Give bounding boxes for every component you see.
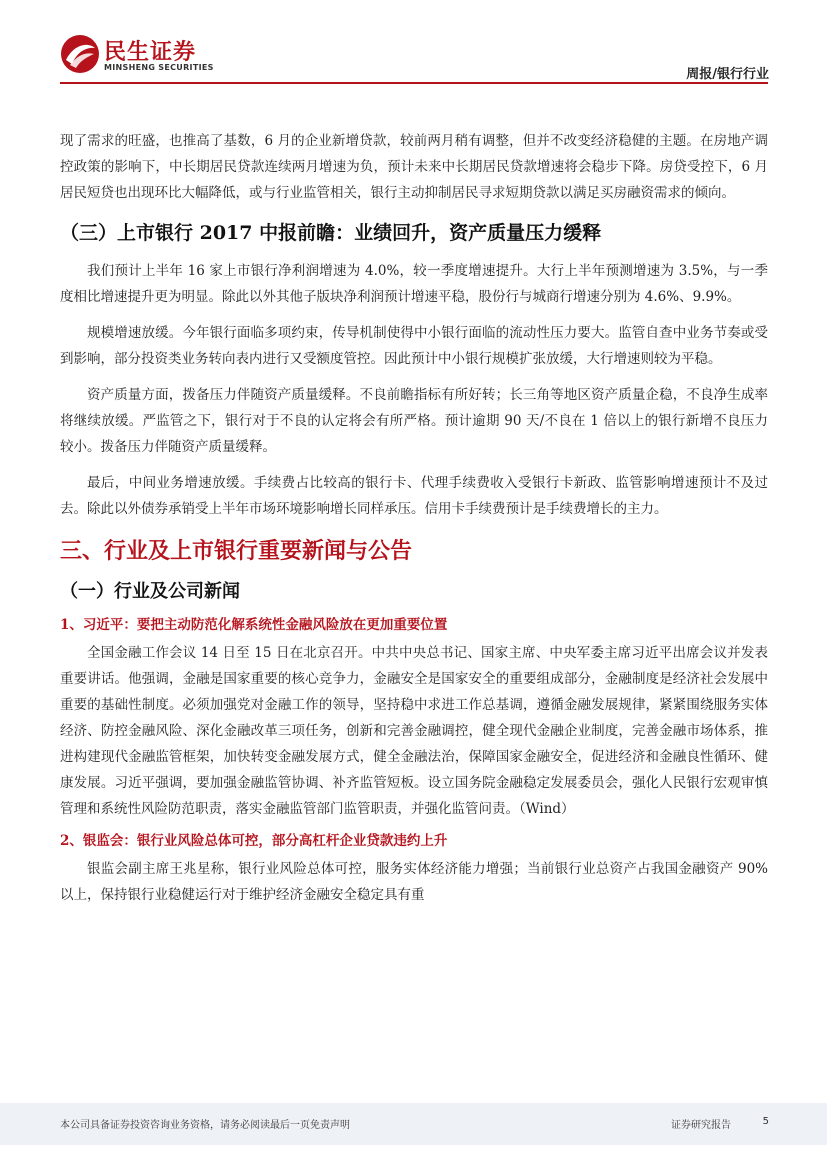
page-content xyxy=(60,128,768,908)
paragraph-asset-quality: 资产质量方面，拨备压力伴随资产质量缓释。不良前瞻指标有所好转；长三角等地区资产质量企稳，不良净生成率将继续放缓。严监管之下，银行对于不良的认定将会有所严格。预计逾期 90 天/不良在 1 倍以上的银行新增不良压力较小。拨备压力伴随资产质量缓释。 xyxy=(60,387,768,455)
logo-en-text: MINSHENG SECURITIES xyxy=(104,63,214,72)
news-body-2: 银监会副主席王兆星称，银行业风险总体可控，服务实体经济能力增强；当前银行业总资产占我国金融资产 90%以上，保持银行业稳健运行对于维护经济金融安全稳定具有重 xyxy=(60,861,768,903)
minsheng-logo xyxy=(60,34,230,78)
footer-report-label: 证券研究报告 xyxy=(671,1120,731,1131)
news-body-1: 全国金融工作会议 14 日至 15 日在北京召开。中共中央总书记、国家主席、中央军委主席习近平出席会议并发表重要讲话。他强调，金融是国家重要的核心竞争力，金融安全是国家安全的重要组成部分，金融制度是经济社会发展中重要的基础性制度。必须加强党对金融工作的领导，坚持稳中求进工作总基调，遵循金融发展规律，紧紧围绕服务实体经济、防控金融风险、深化金融改革三项任务，创新和完善金融调控，健全现代金融企业制度，完善金融市场体系，推进构建现代金融监管框架，加快转变金融发展方式，健全金融法治，保障国家金融安全，促进经济和金融良性循环、健康发展。习近平强调，要加强金融监管协调、补齐监管短板。设立国务院金融稳定发展委员会，强化人民银行宏观审慎管理和系统性风险防范职责，落实金融监管部门监管职责，并强化监管问责。（Wind） xyxy=(60,645,768,817)
subsection-heading-industry-news: （一）行业及公司新闻 xyxy=(60,581,240,602)
paragraph-scale-growth: 规模增速放缓。今年银行面临多项约束，传导机制使得中小银行面临的流动性压力要大。监管自查中业务节奏或受到影响，部分投资类业务转向表内进行又受额度管控。因此预计中小银行规模扩张放缓，大行增速则较为平稳。 xyxy=(60,325,768,367)
paragraph-continued: 现了需求的旺盛，也推高了基数，6 月的企业新增贷款，较前两月稍有调整，但并不改变经济稳健的主题。在房地产调控政策的影响下，中长期居民贷款连续两月增速为负，预计未来中长期居民贷款增速将会稳步下降。房贷受控下，6 月居民短贷也出现环比大幅降低，或与行业监管相关，银行主动抑制居民寻求短期贷款以满足买房融资需求的倾向。 xyxy=(60,133,768,201)
header-divider xyxy=(60,82,768,84)
paragraph-fee-income: 最后，中间业务增速放缓。手续费占比较高的银行卡、代理手续费收入受银行卡新政、监管影响增速预计不及过去。除此以外债券承销受上半年市场环境影响增长同样承压。信用卡手续费预计是手续费增长的主力。 xyxy=(60,475,768,517)
paragraph-profit-forecast: 我们预计上半年 16 家上市银行净利润增速为 4.0%，较一季度增速提升。大行上半年预测增速为 3.5%，与一季度相比增速提升更为明显。除此以外其他子版块净利润预计增速平稳，股份行与城商行增速分别为 4.6%、9.9%。 xyxy=(60,263,768,305)
minsheng-logo-icon xyxy=(60,34,100,74)
section-heading-interim-preview: （三）上市银行 2017 中报前瞻：业绩回升，资产质量压力缓释 xyxy=(60,222,602,244)
page-number: 5 xyxy=(762,1116,769,1127)
page-header xyxy=(0,0,827,90)
report-type: 周报/银行行业 xyxy=(686,67,769,82)
news-title-1: 1、习近平：要把主动防范化解系统性金融风险放在更加重要位置 xyxy=(60,617,448,633)
page-footer xyxy=(0,1103,827,1145)
logo-cn-text: 民生证券 xyxy=(104,40,197,65)
chapter-heading-news: 三、行业及上市银行重要新闻与公告 xyxy=(60,538,413,564)
news-title-2: 2、银监会：银行业风险总体可控，部分高杠杆企业贷款违约上升 xyxy=(60,833,448,849)
footer-disclaimer: 本公司具备证券投资咨询业务资格，请务必阅读最后一页免责声明 xyxy=(60,1120,350,1131)
